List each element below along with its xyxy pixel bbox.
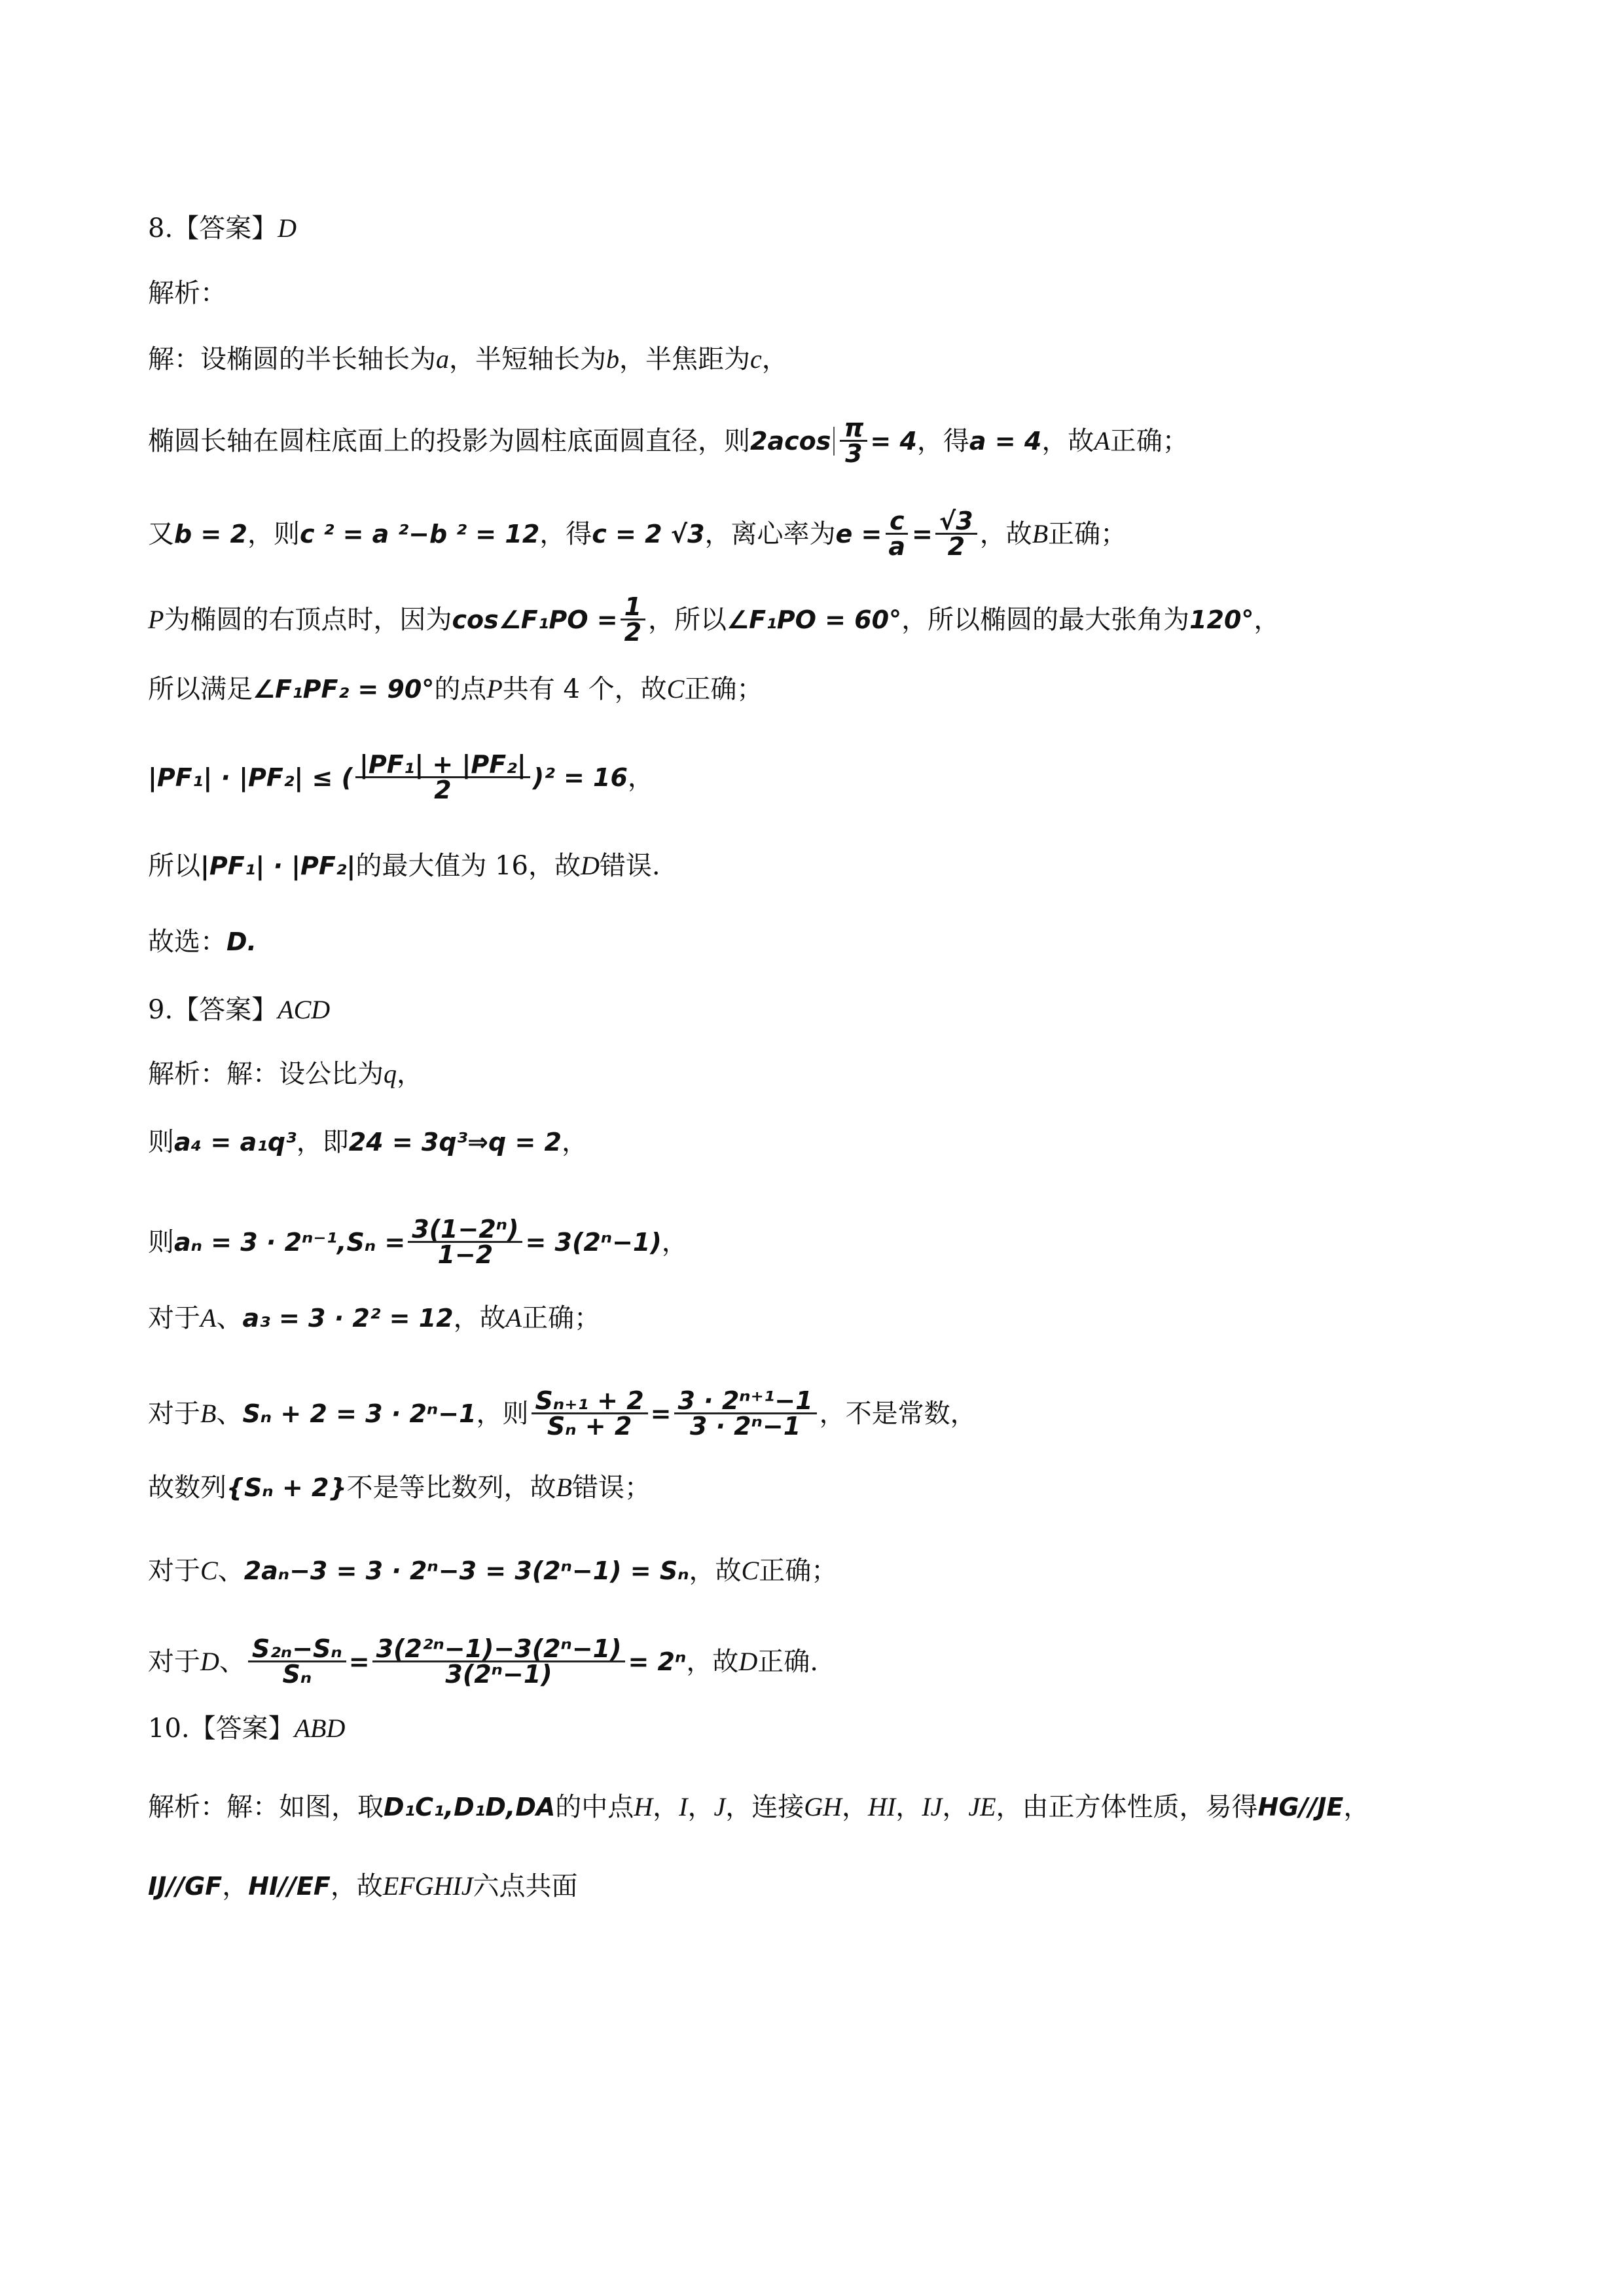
scan-artifact-bar <box>833 427 835 456</box>
q8-line-1 <box>148 341 1526 378</box>
text: 对于 <box>148 1556 200 1586</box>
fraction <box>840 414 867 468</box>
q8-line-3 <box>148 507 1526 561</box>
text: ，即 <box>296 1127 349 1157</box>
q10-header: 10.【答案】 <box>148 1713 295 1744</box>
formula: = <box>650 1399 672 1428</box>
formula: Sₙ + 2 = 3 · 2ⁿ−1 <box>242 1399 477 1428</box>
text: ，所以椭圆的最大张角为 <box>901 604 1190 635</box>
fraction <box>532 1386 648 1441</box>
fraction <box>621 592 645 647</box>
text: ， <box>761 344 788 374</box>
text: ，故 <box>686 1646 739 1677</box>
formula: a₃ = 3 · 2² = 12 <box>242 1304 454 1333</box>
text: 正确. <box>757 1646 818 1677</box>
var: I <box>679 1792 688 1821</box>
text: 不是等比数列，故 <box>346 1473 556 1503</box>
formula: 2acos <box>750 426 831 456</box>
q9-line-4 <box>148 1300 1526 1336</box>
fraction <box>408 1215 522 1269</box>
numerator: 3 · 2ⁿ⁺¹−1 <box>674 1390 817 1414</box>
text: 则 <box>148 1227 174 1257</box>
text: ， <box>397 1059 423 1089</box>
formula: = 3(2ⁿ−1) <box>525 1227 662 1257</box>
q9-line-8 <box>148 1634 1526 1689</box>
numerator: 3(1−2ⁿ) <box>408 1219 522 1243</box>
q8-answer-line <box>148 210 1526 247</box>
var: c <box>750 344 762 374</box>
text: 共有 4 个，故 <box>502 674 667 704</box>
formula: |PF₁| · |PF₂| <box>200 852 356 880</box>
text: ，故 <box>979 518 1032 549</box>
denominator: Sₙ <box>282 1660 312 1689</box>
var: GH <box>804 1792 842 1821</box>
formula: b = 2 <box>174 519 247 548</box>
fraction <box>884 507 909 561</box>
q8-jiexi <box>148 275 1526 312</box>
text: 则 <box>148 1127 174 1157</box>
var: HI <box>868 1792 896 1821</box>
formula: 2aₙ−3 = 3 · 2ⁿ−3 = 3(2ⁿ−1) = Sₙ <box>244 1556 689 1585</box>
formula: aₙ = 3 · 2ⁿ⁻¹,Sₙ = <box>174 1227 406 1257</box>
var: J <box>713 1792 726 1821</box>
text: ，故 <box>1041 425 1094 456</box>
formula: ∠F₁PO = 60° <box>727 605 902 634</box>
text: 解析：解：如图，取 <box>148 1792 384 1822</box>
formula: a₄ = a₁q³ <box>174 1128 297 1157</box>
text: 所以满足 <box>148 674 253 704</box>
text: ， <box>1343 1792 1370 1822</box>
var: D <box>738 1646 758 1676</box>
formula: = <box>912 519 933 548</box>
q9-line-3 <box>148 1215 1526 1269</box>
formula: )² = 16 <box>532 762 628 792</box>
text: ，不是常数， <box>819 1398 977 1429</box>
q8-line-7 <box>148 848 1526 884</box>
text: ， <box>687 1792 714 1822</box>
numerator: 3(2²ⁿ−1)−3(2ⁿ−1) <box>372 1638 626 1662</box>
text: 六点共面 <box>473 1871 578 1901</box>
text: ，则 <box>476 1398 529 1429</box>
var: B <box>200 1398 217 1428</box>
var: JE <box>968 1792 996 1821</box>
text: ， <box>1254 604 1280 635</box>
text: 所以 <box>148 851 200 881</box>
var: q <box>384 1059 397 1088</box>
q10-line-2 <box>148 1868 1526 1905</box>
text: ，故 <box>330 1871 383 1901</box>
var: D <box>200 1646 219 1676</box>
text: ，所以 <box>648 604 727 635</box>
var: D <box>580 851 600 880</box>
q9-line-2 <box>148 1124 1526 1160</box>
formula: {Sₙ + 2} <box>226 1473 347 1502</box>
denominator: a <box>888 532 906 561</box>
text: ，由正方体性质，易得 <box>996 1792 1258 1822</box>
text: ，故 <box>453 1303 506 1333</box>
text: 的最大值为 16，故 <box>355 851 581 881</box>
formula: = 2ⁿ <box>628 1647 687 1676</box>
text: 正确； <box>1048 518 1127 549</box>
text: ， <box>561 1127 588 1157</box>
formula: HG//JE <box>1257 1793 1344 1821</box>
text: ，离心率为 <box>704 518 836 549</box>
var: B <box>556 1473 572 1502</box>
text: 、 <box>216 1303 243 1333</box>
text: 错误； <box>571 1473 651 1503</box>
text: 、 <box>217 1556 244 1586</box>
formula: 120° <box>1189 605 1254 634</box>
text: ，连接 <box>725 1792 804 1822</box>
var: b <box>606 344 619 374</box>
q10-answer-line <box>148 1710 1526 1747</box>
text: 解析：解：设公比为 <box>148 1059 384 1089</box>
text: 错误. <box>599 851 660 881</box>
text: ，半短轴长为 <box>449 344 606 374</box>
q9-answer-line <box>148 992 1526 1028</box>
formula: D₁C₁,D₁D,DA <box>384 1793 556 1821</box>
var: EFGHIJ <box>382 1871 473 1901</box>
text: 故选： <box>148 927 226 957</box>
fraction <box>935 507 977 561</box>
q9-line-5 <box>148 1386 1526 1441</box>
text: 故数列 <box>148 1473 226 1503</box>
fraction <box>355 750 530 804</box>
numerator: Sₙ₊₁ + 2 <box>532 1390 648 1414</box>
denominator: 3(2ⁿ−1) <box>445 1660 552 1689</box>
var: C <box>666 674 685 704</box>
text: 、 <box>219 1646 245 1677</box>
formula: a = 4 <box>969 426 1042 456</box>
text: 正确； <box>1110 425 1189 456</box>
numerator: S₂ₙ−Sₙ <box>248 1638 346 1662</box>
text: 正确； <box>522 1303 601 1333</box>
var: C <box>741 1556 759 1585</box>
q8-line-2 <box>148 414 1526 468</box>
text: 的点 <box>434 674 487 704</box>
text: ， <box>942 1792 969 1822</box>
text: 对于 <box>148 1646 200 1677</box>
formula: ∠F₁PF₂ = 90° <box>253 675 435 704</box>
fraction <box>372 1634 626 1689</box>
var: a <box>436 344 449 374</box>
q8-jiexi-label: 解析： <box>148 278 226 308</box>
q9-line-6 <box>148 1469 1526 1506</box>
formula: = 4 <box>870 426 917 456</box>
var: A <box>1094 425 1110 456</box>
text: 对于 <box>148 1398 200 1429</box>
formula: cos∠F₁PO = <box>452 605 618 634</box>
var: IJ <box>922 1792 943 1821</box>
text: 为椭圆的右顶点时，因为 <box>164 604 452 635</box>
formula: 24 = 3q³⇒q = 2 <box>348 1128 562 1157</box>
text: ， <box>895 1792 922 1822</box>
denominator: 2 <box>947 532 965 561</box>
text: ，得 <box>539 518 592 549</box>
text: 的中点 <box>555 1792 634 1822</box>
formula: |PF₁| · |PF₂| ≤ ( <box>148 762 353 792</box>
var: B <box>1032 518 1049 548</box>
text: ， <box>627 762 654 793</box>
numerator: c <box>886 511 909 535</box>
q8-line-5 <box>148 671 1526 708</box>
q9-line-7 <box>148 1552 1526 1589</box>
denominator: 2 <box>624 618 642 647</box>
denominator: 3 <box>845 439 863 468</box>
formula: e = <box>835 519 882 548</box>
text: 椭圆长轴在圆柱底面上的投影为圆柱底面圆直径，则 <box>148 425 750 456</box>
var: H <box>634 1792 653 1821</box>
denominator: 3 · 2ⁿ−1 <box>689 1412 801 1441</box>
q10-line-1 <box>148 1789 1526 1825</box>
formula: = <box>348 1647 370 1676</box>
formula: IJ//GF <box>148 1872 223 1901</box>
q9-answer: ACD <box>278 995 331 1024</box>
var: A <box>200 1303 217 1333</box>
q8-answer: D <box>278 213 297 243</box>
q8-header: 8.【答案】 <box>148 213 278 243</box>
text: 解：设椭圆的半长轴长为 <box>148 344 436 374</box>
formula: c ² = a ²−b ² = 12 <box>299 519 540 548</box>
var: C <box>200 1556 218 1585</box>
text: 正确； <box>759 1556 838 1586</box>
text: ， <box>653 1792 679 1822</box>
numerator: π <box>840 418 867 442</box>
text: 正确； <box>684 674 763 704</box>
denominator: 2 <box>434 776 452 804</box>
text: ， <box>222 1871 249 1901</box>
text: ， <box>661 1227 688 1257</box>
text: ，半焦距为 <box>619 344 750 374</box>
text: 、 <box>216 1398 243 1429</box>
numerator: √3 <box>935 511 977 535</box>
text: 对于 <box>148 1303 200 1333</box>
var: A <box>505 1303 522 1333</box>
var: P <box>486 674 503 704</box>
fraction <box>248 1634 346 1689</box>
formula: D. <box>226 927 257 956</box>
q8-line-4 <box>148 592 1526 647</box>
formula: HI//EF <box>248 1872 331 1901</box>
text: ，得 <box>916 425 969 456</box>
text: ，故 <box>689 1556 742 1586</box>
numerator: |PF₁| + |PF₂| <box>355 754 530 778</box>
text: 又 <box>148 518 174 549</box>
q8-line-6 <box>148 750 1526 804</box>
var: P <box>148 604 164 634</box>
q9-line-1 <box>148 1056 1526 1092</box>
text: ，则 <box>247 518 300 549</box>
numerator: 1 <box>621 596 645 620</box>
q10-answer: ABD <box>294 1713 346 1743</box>
denominator: Sₙ + 2 <box>547 1412 632 1441</box>
fraction <box>674 1386 817 1441</box>
q9-header: 9.【答案】 <box>148 995 278 1025</box>
formula: c = 2 √3 <box>592 519 705 548</box>
text: ， <box>842 1792 869 1822</box>
denominator: 1−2 <box>437 1240 494 1269</box>
q8-line-8 <box>148 924 1526 960</box>
